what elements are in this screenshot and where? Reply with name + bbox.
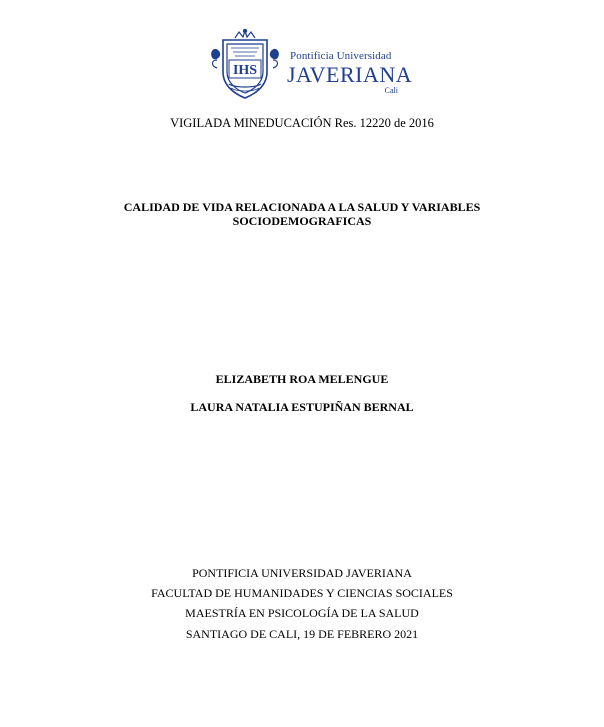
thesis-title-line-2: SOCIODEMOGRAFICAS [232, 214, 372, 228]
program-name: MAESTRÍA EN PSICOLOGÍA DE LA SALUD [185, 606, 419, 620]
faculty-name: FACULTAD DE HUMANIDADES Y CIENCIAS SOCIALES [151, 586, 453, 600]
logo-line-javeriana: JAVERIANA [287, 62, 413, 87]
logo-line-pontificia: Pontificia Universidad [290, 50, 392, 62]
author-name: LAURA NATALIA ESTUPIÑAN BERNAL [190, 400, 414, 414]
university-name: PONTIFICIA UNIVERSIDAD JAVERIANA [192, 566, 412, 580]
university-logo [205, 28, 413, 100]
thesis-title-line-1: CALIDAD DE VIDA RELACIONADA A LA SALUD Y VARIABLES [123, 200, 481, 214]
place-and-date: SANTIAGO DE CALI, 19 DE FEBRERO 2021 [185, 627, 419, 641]
seal-ihs-text [205, 28, 285, 100]
vigilada-notice: VIGILADA MINEDUCACIÓN Res. 12220 de 2016 [170, 116, 434, 130]
author-name: ELIZABETH ROA MELENGUE [215, 372, 389, 386]
logo-line-cali: Cali [384, 86, 398, 95]
svg-text:IHS: IHS [232, 63, 258, 78]
